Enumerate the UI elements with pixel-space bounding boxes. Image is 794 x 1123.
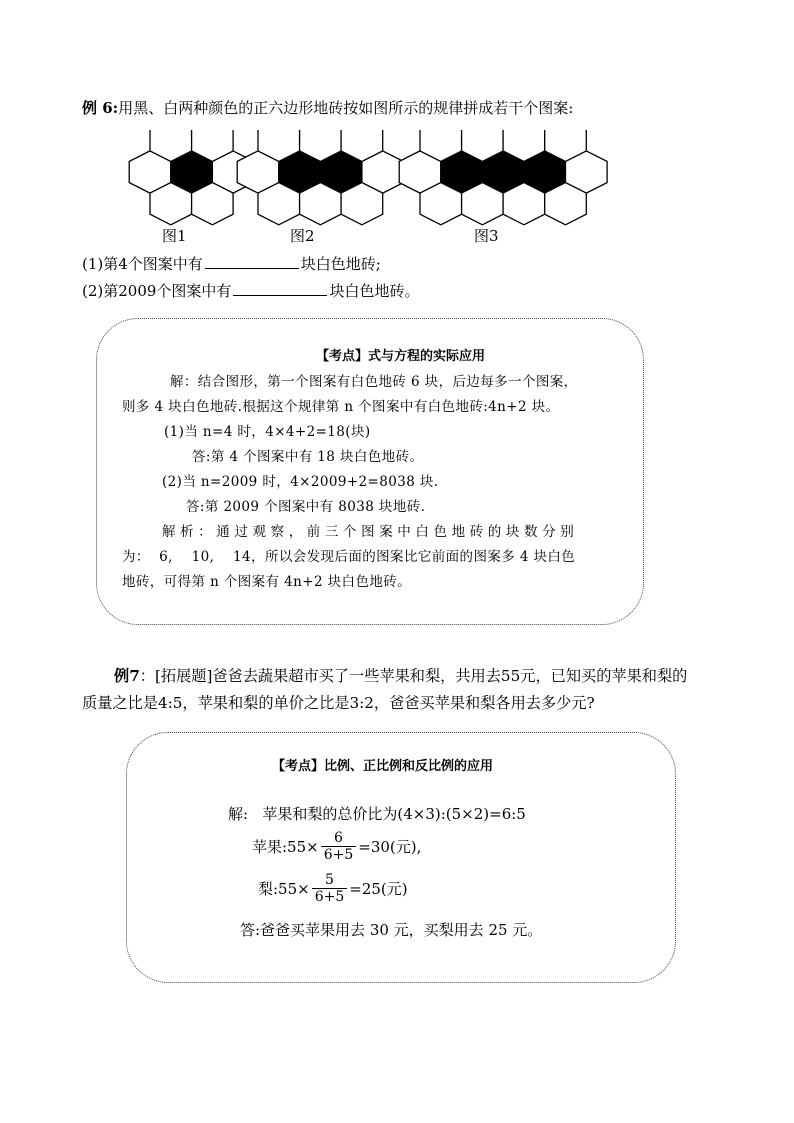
question-1-prefix: (1)第4个图案中有 [82,255,203,273]
apple-fraction-denominator: 6+5 [321,846,357,863]
question-1-suffix: 块白色地砖; [300,255,381,273]
solution-1-line-2: 则多 4 块白色地砖.根据这个规律第 n 个图案中有白色地砖:4n+2 块。 [122,399,560,415]
solution-1-line-7: 解析：通过观察，前三个图案中白色地砖的块数分别 [162,524,579,540]
kaodian-2: 【考点】比例、正比例和反比例的应用 [272,759,494,774]
solution-1-line-6: 答:第 2009 个图案中有 8038 块地砖. [186,499,426,515]
question-2-suffix: 块白色地砖。 [329,282,420,300]
example-6-text: 用黑、白两种颜色的正六边形地砖按如图所示的规律拼成若干个图案: [118,99,574,117]
apple-fraction-numerator: 6 [334,830,343,846]
question-2-prefix: (2)第2009个图案中有 [82,282,232,300]
hexagon-tiling-figures [0,130,794,260]
pear-fraction-denominator: 6+5 [312,888,348,905]
question-2-blank[interactable] [233,281,327,296]
apple-prefix: 苹果:55× [252,838,319,856]
solution-2-line-1: 解: 苹果和梨的总价比为(4×3):(5×2)=6:5 [228,805,526,823]
question-2 [82,281,419,301]
apple-fraction [321,830,357,863]
pear-result: =25(元) [349,880,408,898]
solution-1-line-5: (2)当 n=2009 时，4×2009+2=8038 块. [162,474,439,490]
pear-prefix: 梨:55× [258,880,310,898]
solution-1-line-3: (1)当 n=4 时，4×4+2=18(块) [164,424,371,440]
question-1-blank[interactable] [205,254,299,269]
solution-1-line-1: 解：结合图形，第一个图案有白色地砖 6 块，后边每多一个图案， [170,374,578,390]
pear-fraction-numerator: 5 [325,872,334,888]
pear-fraction [312,872,348,905]
pear-calculation [258,872,408,905]
example-7-line-1 [114,666,687,686]
example-6-question [82,98,573,118]
solution-1-line-4: 答:第 4 个图案中有 18 块白色地砖。 [192,449,424,465]
example-7-line-2: 质量之比是4:5，苹果和梨的单价之比是3:2，爸爸买苹果和梨各用去多少元? [82,694,595,712]
solution-1-line-9: 地砖，可得第 n 个图案有 4n+2 块白色地砖。 [122,574,412,590]
figure-3-label: 图3 [474,227,499,245]
figure-2-label: 图2 [290,227,315,245]
apple-result: =30(元), [358,838,422,856]
kaodian-1: 【考点】式与方程的实际应用 [316,349,486,364]
example-6-label: 例 6: [82,99,119,117]
example-7-text-1: ：[拓展题]爸爸去蔬果超市买了一些苹果和梨，共用去55元，已知买的苹果和梨的 [139,667,688,685]
solution-2-answer: 答:爸爸买苹果用去 30 元，买梨用去 25 元。 [240,921,543,939]
example-7-label: 例7 [114,667,140,685]
solution-1-line-8: 为： 6, 10, 14，所以会发现后面的图案比它前面的图案多 4 块白色 [122,549,576,565]
figure-1-label: 图1 [162,227,187,245]
apple-calculation [252,830,421,863]
question-1 [82,254,381,274]
